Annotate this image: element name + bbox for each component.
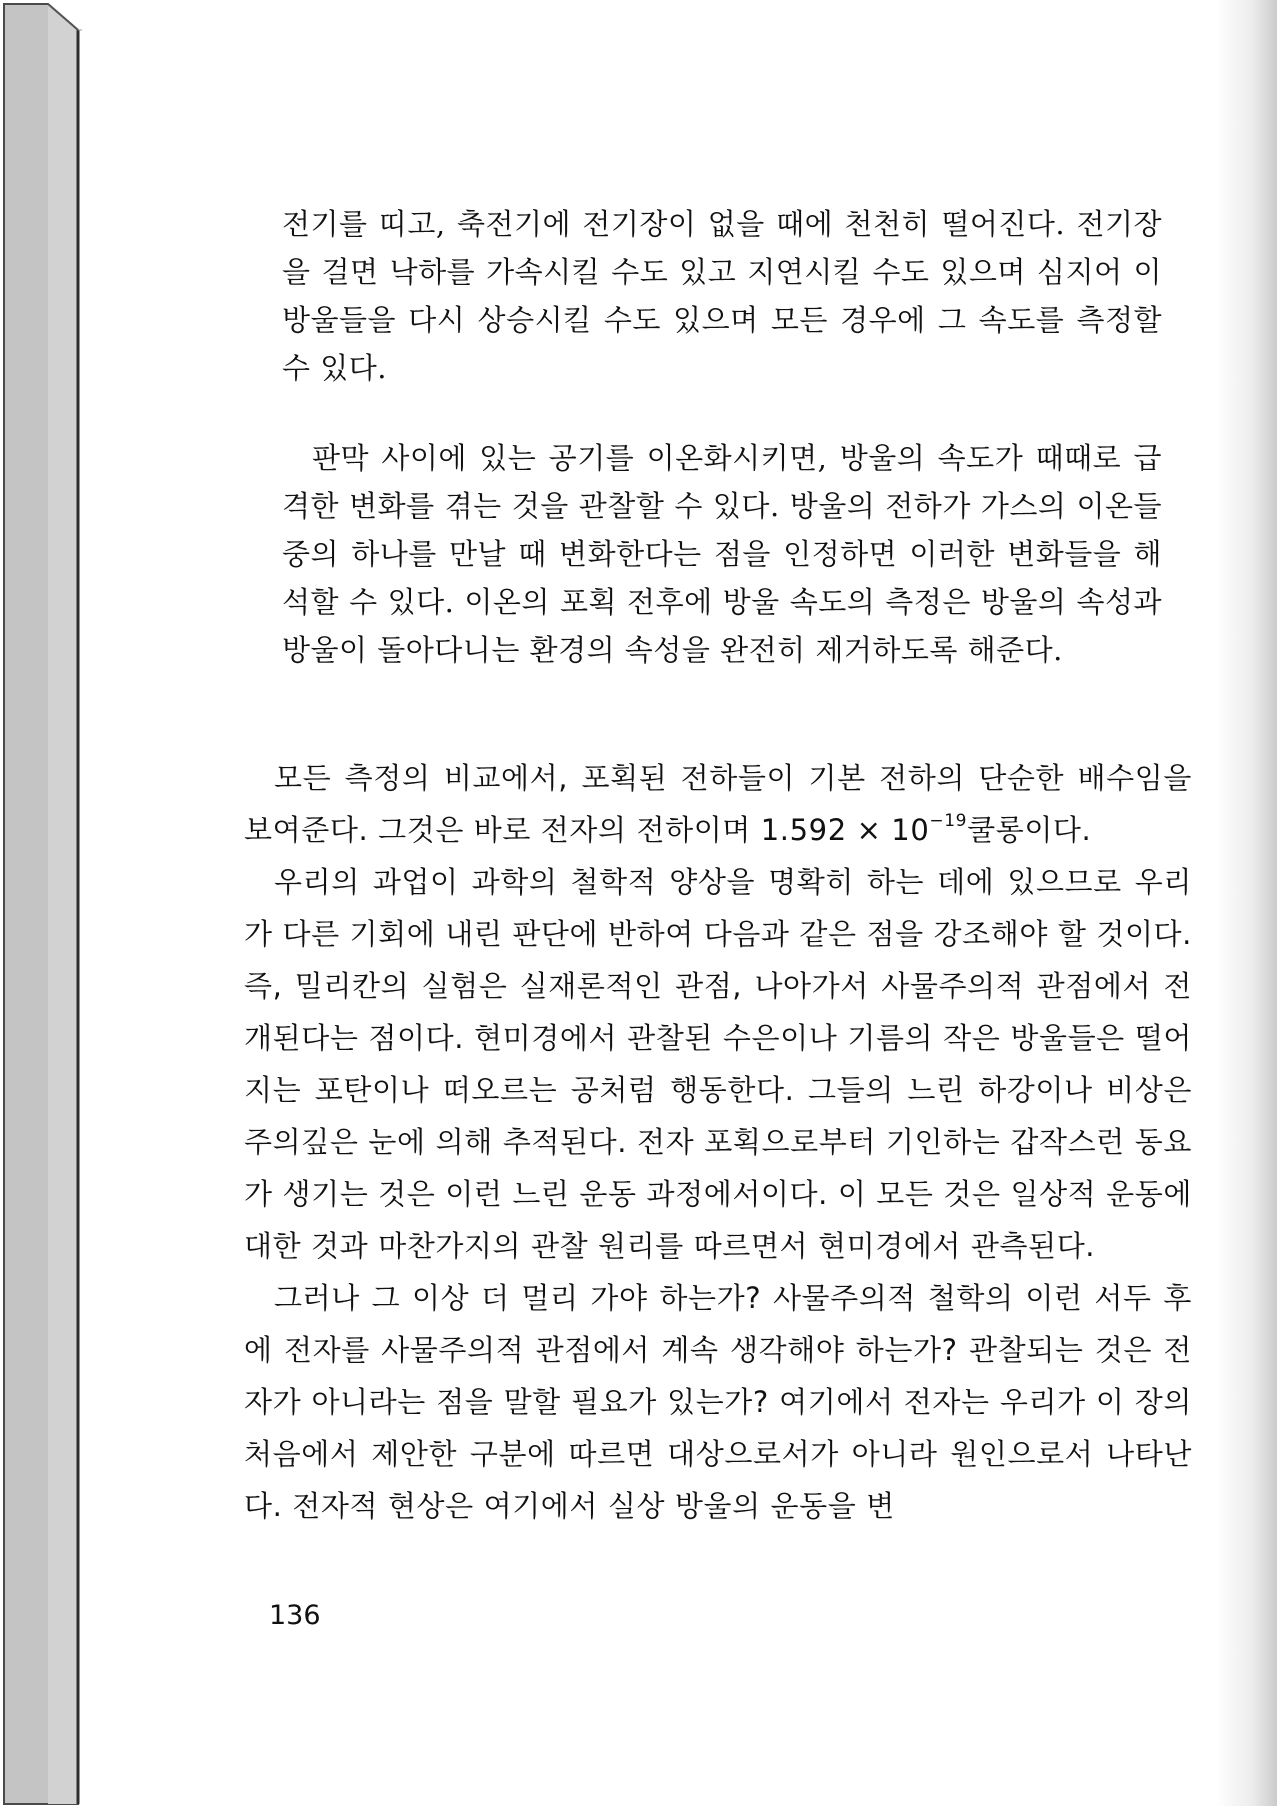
page-body: [76, 4, 1226, 1800]
quote-paragraph-1: 전기를 띠고, 축전기에 전기장이 없을 때에 천천히 떨어진다. 전기장을 걸면 낙하를 가속시킬 수도 있고 지연시킬 수도 있으며 심지어 이 방울들을 다시 상승시킬 수도 있으며 모든 경우에 그 속도를 측정할 수 있다.: [282, 207, 1162, 385]
body-paragraph-2: 우리의 과업이 과학의 철학적 양상을 명확히 하는 데에 있으므로 우리가 다른 기회에 내린 판단에 반하여 다음과 같은 점을 강조해야 할 것이다. 즉, 밀리칸의 실험은 실재론적인 관점, 나아가서 사물주의적 관점에서 전개된다는 점이다. 현미경에서 관찰된 수은이나 기름의 작은 방울들은 떨어지는 포탄이나 떠오르는 공처럼 행동한다. 그들의 느린 하강이나 비상은 주의깊은 눈에 의해 추적된다. 전자 포획으로부터 기인하는 갑작스런 동요가 생기는 것은 이런 느린 운동 과정에서이다. 이 모든 것은 일상적 운동에 대한 것과 마찬가지의 관찰 원리를 따르면서 현미경에서 관측된다.: [244, 865, 1192, 1263]
body-paragraph-3: 그러나 그 이상 더 멀리 가야 하는가? 사물주의적 철학의 이런 서두 후에 전자를 사물주의적 관점에서 계속 생각해야 하는가? 관찰되는 것은 전자가 아니라는 점을 말할 필요가 있는가? 여기에서 전자는 우리가 이 장의 처음에서 제안한 구분에 따르면 대상으로서가 아니라 원인으로서 나타난다. 전자적 현상은 여기에서 실상 방울의 운동을 변: [244, 1281, 1192, 1523]
body-paragraph-1-text: 모든 측정의 비교에서, 포획된 전하들이 기본 전하의 단순한 배수임을 보여준다. 그것은 바로 전자의 전하이며 1.592 × 10: [244, 761, 1192, 847]
body-paragraph-1: [244, 752, 1192, 856]
body-paragraph-1-tail: 쿨롱이다.: [967, 813, 1092, 847]
block-quote: [282, 200, 1162, 674]
page-number: 136: [269, 1600, 321, 1631]
quote-paragraph-2: 판막 사이에 있는 공기를 이온화시키면, 방울의 속도가 때때로 급격한 변화를 겪는 것을 관찰할 수 있다. 방울의 전하가 가스의 이온들 중의 하나를 만날 때 변화한다는 점을 인정하면 이러한 변화들을 해석할 수 있다. 이온의 포획 전후에 방울 속도의 측정은 방울의 속성과 방울이 돌아다니는 환경의 속성을 완전히 제거하도록 해준다.: [282, 441, 1162, 667]
page-edge-shadow: [1217, 0, 1277, 1806]
exponent: −19: [929, 811, 968, 831]
main-text: [244, 752, 1192, 1532]
